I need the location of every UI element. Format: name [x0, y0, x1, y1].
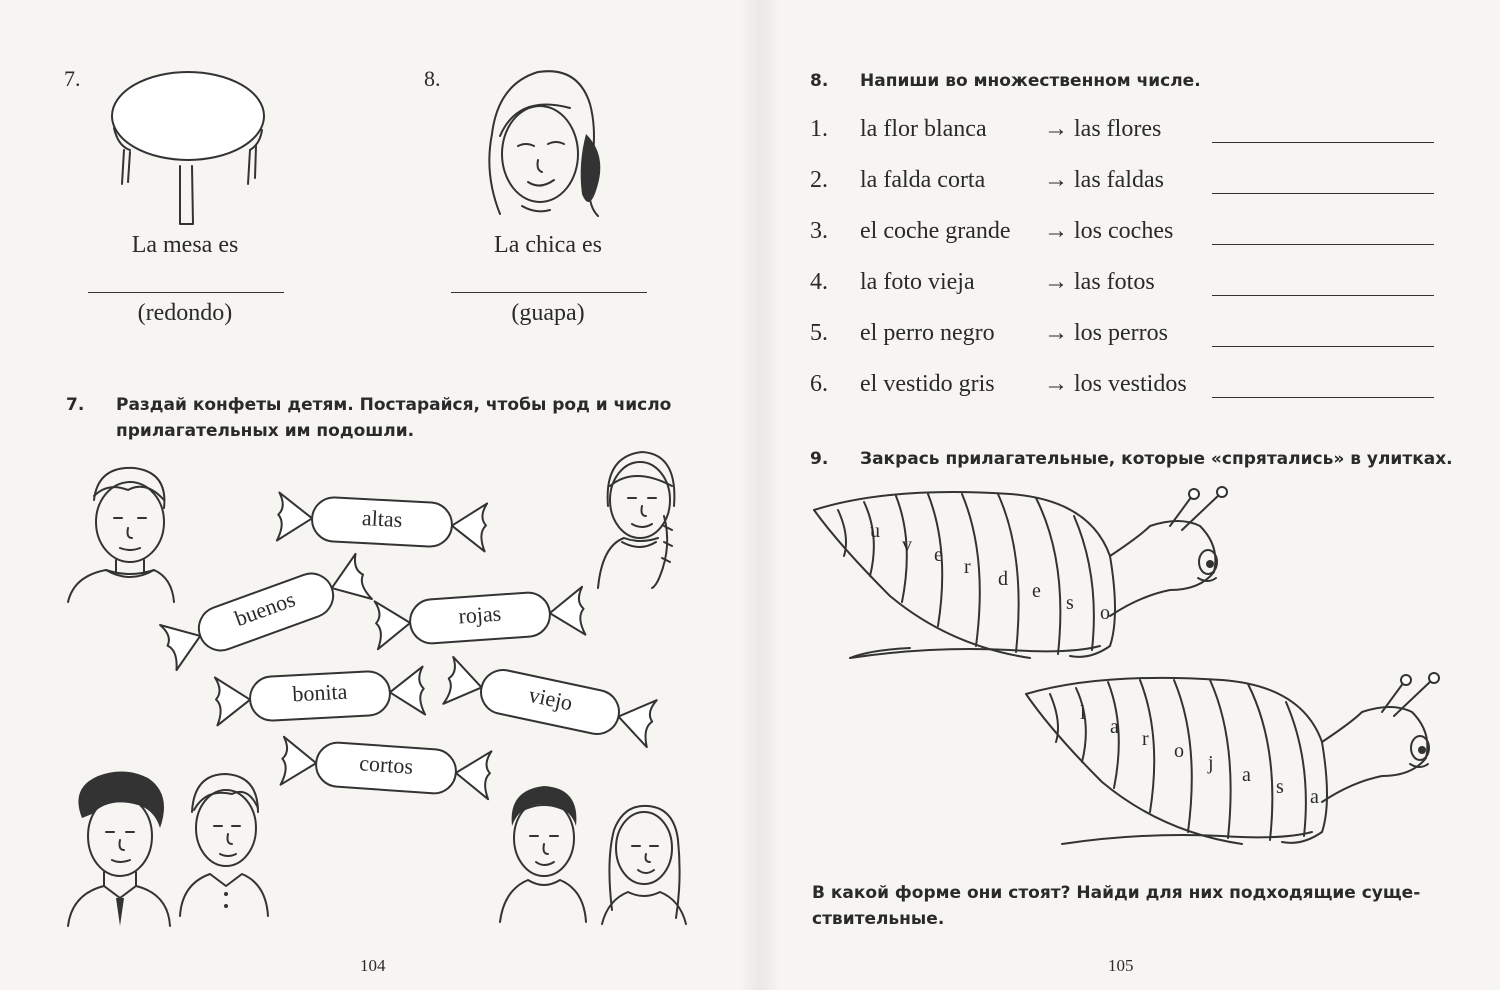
row-arrow-icon: →	[1044, 218, 1068, 244]
snail-2-letter-7: s	[1276, 776, 1284, 798]
snail-1-letter-1: u	[870, 520, 880, 542]
row-number: 5.	[810, 320, 828, 346]
row-singular: la falda corta	[860, 167, 986, 193]
exercise-9-question-line1: В какой форме они стоят? Найди для них подходящие суще-	[812, 883, 1421, 903]
row-number: 1.	[810, 116, 828, 142]
girl-answer-line[interactable]	[451, 292, 647, 293]
snail-2-letter-2: a	[1110, 716, 1119, 738]
row-singular: el coche grande	[860, 218, 1011, 244]
exercise-9-question	[812, 880, 1452, 932]
candy-label: rojas	[457, 600, 502, 629]
row-plural: los coches	[1074, 218, 1174, 244]
girl-portrait-illustration	[478, 64, 618, 224]
snail-1-letter-8: o	[1100, 602, 1110, 624]
row-singular: el perro negro	[860, 320, 995, 346]
table-hint: (redondo)	[137, 300, 233, 326]
exercise-7-number: 7.	[66, 395, 85, 415]
candy-label: bonita	[291, 678, 348, 707]
table-caption: La mesa es	[131, 232, 239, 258]
row-plural: los perros	[1074, 320, 1168, 346]
row-plural: las fotos	[1074, 269, 1155, 295]
row-arrow-icon: →	[1044, 371, 1068, 397]
row-3-answer-line[interactable]	[1212, 244, 1434, 245]
snail-2-letter-8: a	[1310, 786, 1319, 808]
row-number: 4.	[810, 269, 828, 295]
row-4-answer-line[interactable]	[1212, 295, 1434, 296]
snail-1-letter-2: v	[902, 534, 912, 556]
row-number: 3.	[810, 218, 828, 244]
snail-2-letter-4: o	[1174, 740, 1184, 762]
table-answer-line[interactable]	[88, 292, 284, 293]
candy-rojas[interactable]	[370, 579, 590, 658]
page-number-104: 104	[360, 956, 386, 975]
candy-altas[interactable]	[272, 484, 491, 559]
row-arrow-icon: →	[1044, 167, 1068, 193]
snail-1-letter-5: d	[998, 568, 1008, 590]
girl-long-hair-illustration	[600, 800, 690, 925]
row-number: 6.	[810, 371, 828, 397]
row-arrow-icon: →	[1044, 116, 1068, 142]
snail-2-letter-1: l	[1080, 702, 1086, 724]
snail-1-illustration	[810, 486, 1290, 666]
row-singular: la foto vieja	[860, 269, 975, 295]
snail-1-letter-7: s	[1066, 592, 1074, 614]
snail-1-letter-4: r	[964, 556, 971, 578]
snail-1-letter-6: e	[1032, 580, 1041, 602]
candy-label: viejo	[526, 681, 575, 716]
snail-2-letter-6: a	[1242, 764, 1251, 786]
row-1-answer-line[interactable]	[1212, 142, 1434, 143]
row-plural: las faldas	[1074, 167, 1164, 193]
exercise-7-instruction-line2: прилагательных им подошли.	[116, 421, 415, 441]
girl-headband-illustration	[496, 780, 591, 925]
row-plural: los vestidos	[1074, 371, 1187, 397]
snail-2-letter-3: r	[1142, 728, 1149, 750]
row-plural: las flores	[1074, 116, 1162, 142]
row-singular: el vestido gris	[860, 371, 995, 397]
row-arrow-icon: →	[1044, 320, 1068, 346]
exercise-7-instruction	[116, 392, 716, 444]
row-2-answer-line[interactable]	[1212, 193, 1434, 194]
candy-label: altas	[361, 504, 403, 533]
exercise-9-instruction: Закрась прилагательные, которые «спрятались» в улитках.	[860, 449, 1453, 469]
exercise-9-question-line2: ствительные.	[812, 909, 945, 929]
item-number-7: 7.	[64, 66, 81, 91]
row-arrow-icon: →	[1044, 269, 1068, 295]
exercise-7-instruction-line1: Раздай конфеты детям. Постарайся, чтобы род и число	[116, 395, 672, 415]
boy-top-left-illustration	[64, 460, 179, 605]
row-number: 2.	[810, 167, 828, 193]
candy-bonita[interactable]	[210, 658, 429, 733]
girl-hint: (guapa)	[511, 300, 585, 326]
round-table-illustration	[100, 66, 280, 231]
snail-2-illustration	[1022, 672, 1492, 852]
candy-viejo[interactable]	[438, 648, 663, 756]
candy-label: cortos	[358, 750, 414, 779]
item-number-8: 8.	[424, 66, 441, 91]
page-number-105: 105	[1108, 956, 1134, 975]
row-singular: la flor blanca	[860, 116, 987, 142]
candy-label: buenos	[231, 586, 299, 632]
exercise-9-number: 9.	[810, 449, 829, 469]
boy-collar-illustration	[176, 768, 271, 918]
row-5-answer-line[interactable]	[1212, 346, 1434, 347]
girl-braid-illustration	[594, 446, 689, 591]
book-gutter	[740, 0, 780, 990]
snail-2-letter-5: j	[1208, 752, 1214, 774]
candy-cortos[interactable]	[276, 729, 496, 808]
row-6-answer-line[interactable]	[1212, 397, 1434, 398]
exercise-8-number: 8.	[810, 71, 829, 91]
curly-boy-illustration	[64, 768, 174, 928]
candy-buenos[interactable]	[154, 545, 379, 679]
exercise-8-instruction: Напиши во множественном числе.	[860, 71, 1201, 91]
girl-caption: La chica es	[494, 232, 602, 258]
snail-1-letter-3: e	[934, 544, 943, 566]
